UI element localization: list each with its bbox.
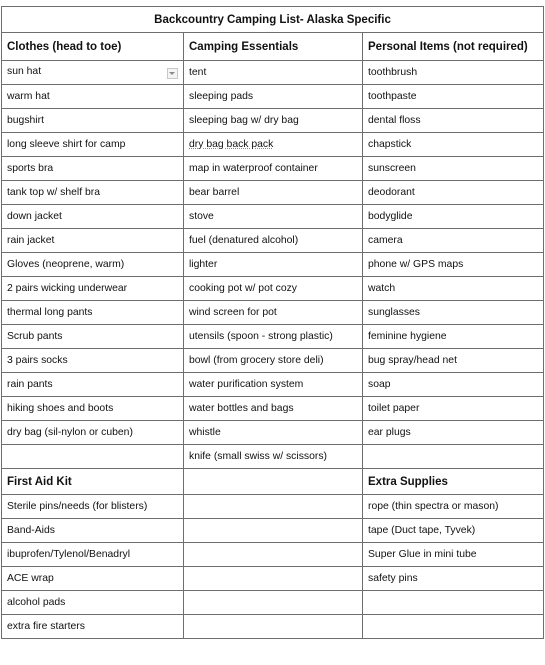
first-aid-cell[interactable]: extra fire starters [2, 615, 184, 639]
table-row [2, 277, 544, 301]
clothes-cell[interactable]: sports bra [2, 157, 184, 181]
first-aid-cell[interactable]: ibuprofen/Tylenol/Benadryl [2, 543, 184, 567]
table-row [2, 591, 544, 615]
clothes-cell[interactable]: rain pants [2, 373, 184, 397]
table-row [2, 421, 544, 445]
table-title[interactable]: Backcountry Camping List- Alaska Specific [2, 7, 544, 33]
section-header-row [2, 469, 544, 495]
empty-cell[interactable] [184, 591, 363, 615]
table-row [2, 157, 544, 181]
camping-essentials-cell[interactable]: cooking pot w/ pot cozy [184, 277, 363, 301]
clothes-cell[interactable]: Gloves (neoprene, warm) [2, 253, 184, 277]
camping-essentials-cell[interactable]: sleeping bag w/ dry bag [184, 109, 363, 133]
clothes-cell[interactable]: dry bag (sil-nylon or cuben) [2, 421, 184, 445]
clothes-cell[interactable]: bugshirt [2, 109, 184, 133]
camping-essentials-cell[interactable]: fuel (denatured alcohol) [184, 229, 363, 253]
camping-essentials-cell[interactable]: bear barrel [184, 181, 363, 205]
personal-items-cell[interactable]: sunscreen [363, 157, 544, 181]
camping-essentials-cell[interactable]: map in waterproof container [184, 157, 363, 181]
table-row [2, 615, 544, 639]
personal-items-cell[interactable]: dental floss [363, 109, 544, 133]
personal-items-cell[interactable]: soap [363, 373, 544, 397]
extra-supplies-cell[interactable] [363, 615, 544, 639]
camping-essentials-cell[interactable]: whistle [184, 421, 363, 445]
camping-essentials-cell[interactable]: water bottles and bags [184, 397, 363, 421]
empty-cell[interactable] [184, 519, 363, 543]
table-row [2, 325, 544, 349]
clothes-cell[interactable]: thermal long pants [2, 301, 184, 325]
camping-essentials-cell[interactable]: sleeping pads [184, 85, 363, 109]
title-row [2, 7, 544, 33]
extra-supplies-cell[interactable]: Super Glue in mini tube [363, 543, 544, 567]
personal-items-cell[interactable]: bug spray/head net [363, 349, 544, 373]
clothes-cell[interactable]: hiking shoes and boots [2, 397, 184, 421]
personal-items-cell[interactable]: chapstick [363, 133, 544, 157]
header-camping-essentials[interactable]: Camping Essentials [184, 33, 363, 61]
camping-essentials-cell[interactable]: stove [184, 205, 363, 229]
clothes-cell[interactable]: long sleeve shirt for camp [2, 133, 184, 157]
clothes-cell[interactable]: warm hat [2, 85, 184, 109]
table-row [2, 445, 544, 469]
personal-items-cell[interactable]: sunglasses [363, 301, 544, 325]
extra-supplies-cell[interactable]: rope (thin spectra or mason) [363, 495, 544, 519]
camping-essentials-cell[interactable]: bowl (from grocery store deli) [184, 349, 363, 373]
personal-items-cell[interactable]: phone w/ GPS maps [363, 253, 544, 277]
first-aid-cell[interactable]: Band-Aids [2, 519, 184, 543]
camping-essentials-cell[interactable]: knife (small swiss w/ scissors) [184, 445, 363, 469]
personal-items-cell[interactable]: deodorant [363, 181, 544, 205]
clothes-cell[interactable]: sun hat [2, 61, 184, 85]
clothes-cell[interactable]: Scrub pants [2, 325, 184, 349]
empty-cell[interactable] [184, 567, 363, 591]
header-clothes[interactable]: Clothes (head to toe) [2, 33, 184, 61]
first-aid-cell[interactable]: Sterile pins/needs (for blisters) [2, 495, 184, 519]
table-row [2, 349, 544, 373]
table-row [2, 301, 544, 325]
personal-items-cell[interactable]: toothpaste [363, 85, 544, 109]
extra-supplies-cell[interactable] [363, 591, 544, 615]
header-first-aid-kit[interactable]: First Aid Kit [2, 469, 184, 495]
personal-items-cell[interactable]: toilet paper [363, 397, 544, 421]
empty-cell[interactable] [184, 495, 363, 519]
camping-essentials-cell[interactable]: lighter [184, 253, 363, 277]
table-row [2, 495, 544, 519]
table-row [2, 109, 544, 133]
personal-items-cell[interactable]: ear plugs [363, 421, 544, 445]
table-row [2, 205, 544, 229]
extra-supplies-cell[interactable]: safety pins [363, 567, 544, 591]
table-row [2, 61, 544, 85]
table-row [2, 397, 544, 421]
first-aid-cell[interactable]: ACE wrap [2, 567, 184, 591]
personal-items-cell[interactable] [363, 445, 544, 469]
table-row [2, 229, 544, 253]
camping-list-table [1, 6, 544, 639]
table-row [2, 181, 544, 205]
clothes-cell[interactable]: down jacket [2, 205, 184, 229]
clothes-cell[interactable]: 3 pairs socks [2, 349, 184, 373]
personal-items-cell[interactable]: toothbrush [363, 61, 544, 85]
personal-items-cell[interactable]: bodyglide [363, 205, 544, 229]
camping-essentials-cell[interactable]: tent [184, 61, 363, 85]
header-extra-supplies[interactable]: Extra Supplies [363, 469, 544, 495]
extra-supplies-cell[interactable]: tape (Duct tape, Tyvek) [363, 519, 544, 543]
empty-cell[interactable] [184, 543, 363, 567]
header-row [2, 33, 544, 61]
clothes-cell[interactable]: 2 pairs wicking underwear [2, 277, 184, 301]
camping-essentials-cell[interactable]: utensils (spoon - strong plastic) [184, 325, 363, 349]
personal-items-cell[interactable]: feminine hygiene [363, 325, 544, 349]
camping-essentials-cell[interactable]: water purification system [184, 373, 363, 397]
dropdown-arrow-icon[interactable] [167, 68, 178, 79]
table-row [2, 373, 544, 397]
clothes-cell[interactable]: rain jacket [2, 229, 184, 253]
table-row [2, 519, 544, 543]
clothes-cell[interactable] [2, 445, 184, 469]
camping-essentials-cell[interactable]: dry bag back pack [184, 133, 363, 157]
empty-cell[interactable] [184, 469, 363, 495]
personal-items-cell[interactable]: camera [363, 229, 544, 253]
personal-items-cell[interactable]: watch [363, 277, 544, 301]
table-row [2, 253, 544, 277]
header-personal-items[interactable]: Personal Items (not required) [363, 33, 544, 61]
first-aid-cell[interactable]: alcohol pads [2, 591, 184, 615]
table-row [2, 85, 544, 109]
table-row [2, 543, 544, 567]
table-row [2, 567, 544, 591]
camping-essentials-cell[interactable]: wind screen for pot [184, 301, 363, 325]
table-row [2, 133, 544, 157]
clothes-cell[interactable]: tank top w/ shelf bra [2, 181, 184, 205]
empty-cell[interactable] [184, 615, 363, 639]
